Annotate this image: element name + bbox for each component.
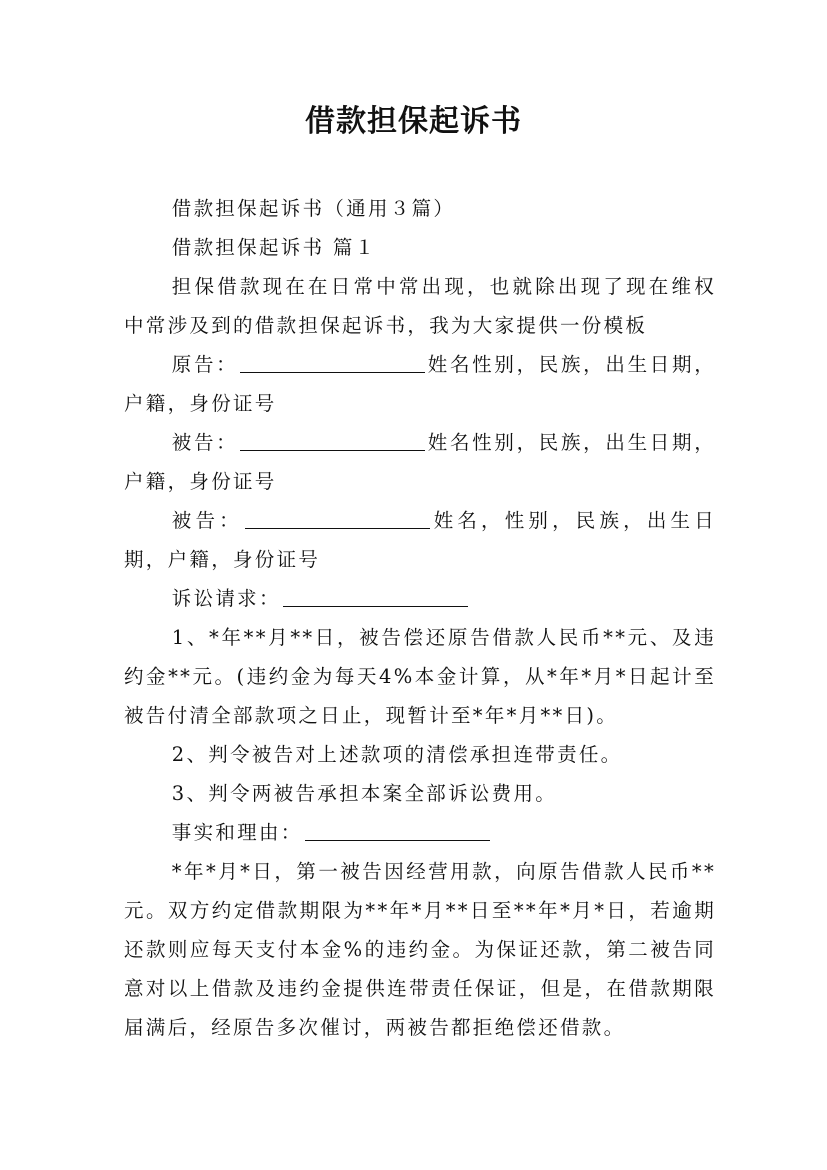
- defendant-1-line: [124, 423, 716, 501]
- plaintiff-details: 姓名性别，民族，出生日期，户籍，身份证号: [124, 353, 716, 415]
- section-heading: 借款担保起诉书 篇１: [171, 236, 377, 259]
- defendant-1-label: 被告：: [171, 431, 239, 454]
- claims-line: [124, 579, 716, 618]
- facts-paragraph: *年*月*日，第一被告因经营用款，向原告借款人民币**元。双方约定借款期限为**年*月**日至**年*月*日，若逾期还款则应每天支付本金%的违约金。为保证还款，第二被告同意对以上借款及违约金提供连带责任保证，但是，在借款期限届满后，经原告多次催讨，两被告都拒绝偿还借款。: [124, 860, 716, 1039]
- document-body: [124, 189, 716, 1047]
- claim-3: 3、判令两被告承担本案全部诉讼费用。: [171, 782, 558, 805]
- document-title: 借款担保起诉书: [305, 104, 522, 139]
- defendant-1-details: 姓名性别，民族，出生日期，户籍，身份证号: [124, 431, 716, 493]
- defendant-2-line: [124, 501, 716, 579]
- defendant-2-label: 被告：: [171, 509, 243, 532]
- facts-blank: [305, 820, 490, 841]
- plaintiff-blank: [240, 352, 425, 373]
- facts-label: 事实和理由：: [171, 821, 303, 844]
- claims-blank: [283, 586, 468, 607]
- claim-2: 2、判令被告对上述款项的清偿承担连带责任。: [171, 743, 623, 766]
- claim-1: 1、*年**月**日，被告偿还原告借款人民币**元、及违约金**元。(违约金为每天4%本金计算，从*年*月*日起计至被告付清全部款项之日止，现暂计至*年*月**日)。: [124, 626, 716, 727]
- claims-label: 诉讼请求：: [171, 587, 281, 610]
- defendant-2-blank: [245, 508, 430, 529]
- defendant-1-blank: [240, 430, 425, 451]
- defendant-2-details: 姓名，性别，民族，出生日期，户籍，身份证号: [124, 509, 716, 571]
- plaintiff-label: 原告：: [171, 353, 239, 376]
- intro-paragraph: 担保借款现在在日常中常出现，也就除出现了现在维权中常涉及到的借款担保起诉书，我为大家提供一份模板: [124, 275, 716, 337]
- facts-line: [124, 813, 716, 852]
- plaintiff-line: [124, 345, 716, 423]
- subtitle: 借款担保起诉书（通用３篇）: [171, 197, 456, 220]
